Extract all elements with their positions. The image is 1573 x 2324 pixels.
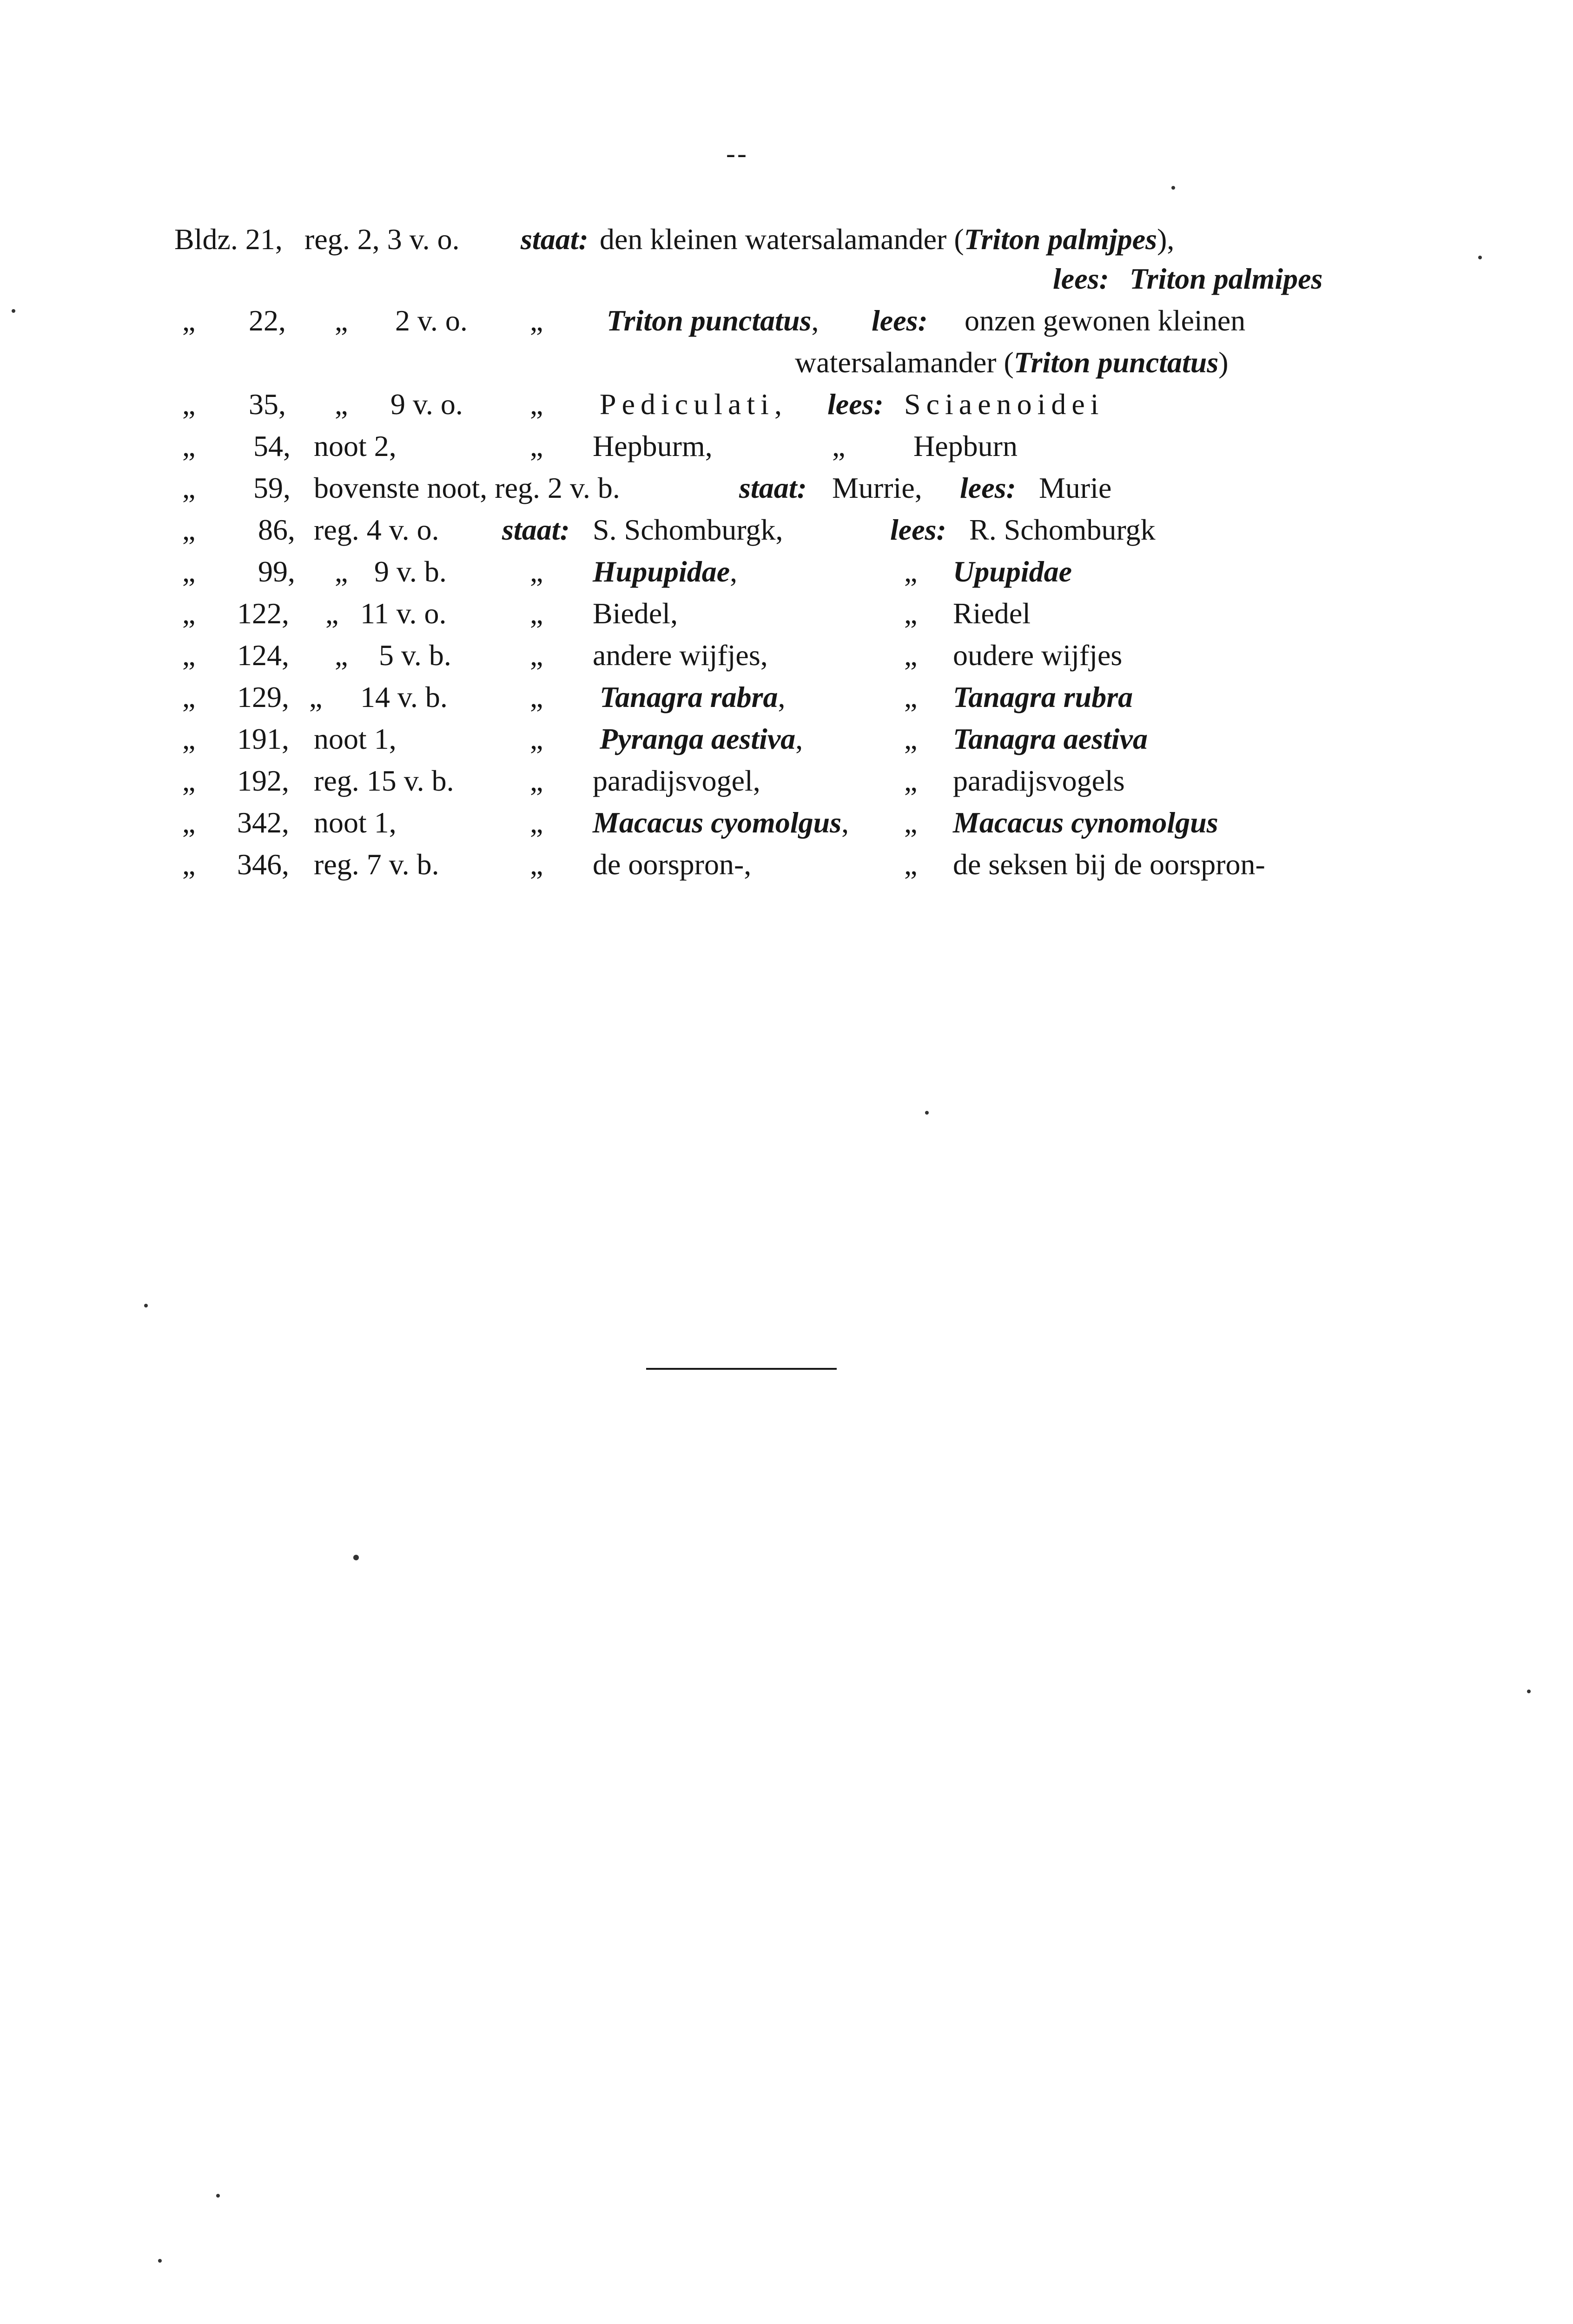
erroneous-text [600, 718, 803, 760]
ditto-mark: „ [904, 722, 918, 755]
page-ref: Bldz. 21, [174, 223, 283, 256]
ditto-mark: „ [530, 429, 543, 462]
ditto-mark: „ [182, 388, 196, 421]
ditto-mark: „ [904, 639, 918, 672]
line-ref: 9 v. b. [374, 555, 447, 588]
ditto-mark: „ [182, 806, 196, 839]
errata-row [0, 844, 1573, 885]
corrected-text: de seksen bij de oorspron- [953, 848, 1265, 881]
corrected-text: paradijsvogels [953, 764, 1125, 797]
ditto-mark: „ [182, 513, 196, 546]
line-ref: noot 1, [314, 806, 397, 839]
page-ref: 35, [249, 388, 286, 421]
ditto-mark: „ [530, 388, 543, 421]
line-ref: 5 v. b. [379, 639, 451, 672]
corrected-text-italic: Triton punctatus [1013, 346, 1219, 379]
scan-speck [12, 309, 15, 313]
ditto-mark: „ [530, 848, 543, 881]
erroneous-text [593, 551, 737, 593]
ditto-mark: „ [530, 680, 543, 713]
page-ref: 22, [249, 304, 286, 337]
ditto-mark: „ [335, 555, 348, 588]
scan-speck [158, 2259, 162, 2263]
ditto-mark: „ [530, 764, 543, 797]
lees-label: lees: [827, 388, 884, 421]
erroneous-text-italic: Pyranga aestiva [600, 722, 796, 755]
line-ref: noot 2, [314, 429, 397, 462]
line-ref: noot 1, [314, 722, 397, 755]
section-rule [646, 1368, 837, 1370]
erroneous-text: paradijsvogel, [593, 764, 760, 797]
page-ref: 54, [253, 429, 291, 462]
errata-row [0, 634, 1573, 676]
erroneous-text-italic: Triton punctatus [607, 304, 812, 337]
errata-row [0, 760, 1573, 802]
errata-row [0, 802, 1573, 844]
erroneous-text-tail: , [730, 555, 738, 588]
corrected-text: Sciaenoidei [904, 388, 1104, 421]
line-ref: 9 v. o. [390, 388, 463, 421]
erroneous-text-tail: , [841, 806, 849, 839]
ditto-mark: „ [309, 680, 323, 713]
errata-row [0, 718, 1573, 760]
staat-label: staat: [739, 471, 807, 504]
scan-speck [1478, 256, 1482, 259]
erroneous-text-tail: , [778, 680, 786, 713]
line-ref: bovenste noot, reg. 2 v. b. [314, 471, 620, 504]
ditto-mark: „ [325, 597, 339, 630]
ditto-mark: „ [182, 764, 196, 797]
lees-label: lees: [1053, 262, 1109, 295]
page-ref: 122, [237, 597, 289, 630]
ditto-mark: „ [904, 555, 918, 588]
ditto-mark: „ [530, 806, 543, 839]
page-ref: 192, [237, 764, 289, 797]
lees-label: lees: [960, 471, 1016, 504]
corrected-text: Triton palmipes [1130, 262, 1323, 295]
corrected-text-tail: ) [1218, 346, 1229, 379]
erroneous-text [607, 300, 819, 342]
erroneous-text-tail: , [795, 722, 803, 755]
errata-row-continuation [0, 258, 1573, 300]
erroneous-text: S. Schomburgk, [593, 513, 783, 546]
corrected-text [795, 342, 1229, 383]
scan-speck [216, 2194, 220, 2198]
errata-row [0, 509, 1573, 551]
ditto-mark: „ [904, 764, 918, 797]
ditto-mark: „ [530, 304, 543, 337]
erroneous-text [600, 676, 786, 718]
corrected-text: Tanagra aestiva [953, 722, 1148, 755]
ditto-mark: „ [832, 429, 846, 462]
lees-label: lees: [872, 304, 928, 337]
page-ref: 59, [253, 471, 291, 504]
ditto-mark: „ [904, 680, 918, 713]
ditto-mark: „ [904, 848, 918, 881]
errata-row [0, 593, 1573, 634]
page-ref: 342, [237, 806, 289, 839]
line-ref: reg. 2, 3 v. o. [304, 223, 460, 256]
page-ref: 124, [237, 639, 289, 672]
erroneous-text: andere wijfjes, [593, 639, 768, 672]
ditto-mark: „ [182, 722, 196, 755]
ditto-mark: „ [904, 597, 918, 630]
corrected-text: Riedel [953, 597, 1031, 630]
errata-row [0, 300, 1573, 342]
erroneous-text: Pediculati, [600, 388, 787, 421]
errata-row [0, 383, 1573, 425]
erroneous-text: de oorspron-, [593, 848, 752, 881]
erroneous-text-italic: Triton palmjpes [964, 223, 1157, 256]
corrected-text: Macacus cynomolgus [953, 806, 1218, 839]
line-ref: 14 v. b. [360, 680, 448, 713]
line-ref: 11 v. o. [360, 597, 447, 630]
errata-row [0, 676, 1573, 718]
errata-row [0, 425, 1573, 467]
ditto-mark: „ [182, 848, 196, 881]
scan-speck [353, 1555, 359, 1560]
ditto-mark: „ [530, 722, 543, 755]
erroneous-text: Hepburm, [593, 429, 713, 462]
erroneous-text-tail: ), [1157, 223, 1175, 256]
errata-row [0, 551, 1573, 593]
ditto-mark: „ [530, 597, 543, 630]
ditto-mark: „ [182, 680, 196, 713]
erroneous-text [593, 802, 849, 844]
errata-row [0, 467, 1573, 509]
corrected-text: oudere wijfjes [953, 639, 1123, 672]
ditto-mark: „ [182, 555, 196, 588]
line-ref: reg. 7 v. b. [314, 848, 439, 881]
page-ref: 346, [237, 848, 289, 881]
corrected-text: R. Schomburgk [969, 513, 1156, 546]
scan-speck [144, 1304, 148, 1307]
ditto-mark: „ [182, 597, 196, 630]
erroneous-text: Biedel, [593, 597, 678, 630]
ditto-mark: „ [182, 639, 196, 672]
corrected-text: Tanagra rubra [953, 680, 1133, 713]
line-ref: reg. 15 v. b. [314, 764, 454, 797]
erroneous-text: Murrie, [832, 471, 922, 504]
corrected-text: Hepburn [913, 429, 1018, 462]
ditto-mark: „ [182, 304, 196, 337]
ditto-mark: „ [530, 555, 543, 588]
erroneous-text-italic: Macacus cyomolgus [593, 806, 842, 839]
scan-speck [925, 1111, 929, 1115]
page-ref: 191, [237, 722, 289, 755]
erroneous-text-tail: , [811, 304, 819, 337]
ditto-mark: „ [904, 806, 918, 839]
scan-speck [1171, 186, 1175, 190]
ditto-mark: „ [335, 304, 348, 337]
erroneous-text [600, 218, 1174, 260]
corrected-text: Upupidae [953, 555, 1072, 588]
line-ref: reg. 4 v. o. [314, 513, 439, 546]
ditto-mark: „ [335, 388, 348, 421]
lees-label: lees: [890, 513, 946, 546]
scan-speck [1527, 1690, 1531, 1693]
erroneous-text-italic: Tanagra rabra [600, 680, 778, 713]
staat-label: staat: [502, 513, 570, 546]
erroneous-text-italic: Hupupidae [593, 555, 730, 588]
line-ref: 2 v. o. [395, 304, 468, 337]
ditto-mark: „ [182, 429, 196, 462]
page-ref: 99, [258, 555, 295, 588]
ditto-mark: „ [530, 639, 543, 672]
errata-row-continuation [0, 342, 1573, 383]
staat-label: staat: [521, 223, 588, 256]
corrected-text: Murie [1039, 471, 1112, 504]
corrected-text: onzen gewonen kleinen [965, 304, 1246, 337]
ditto-mark: „ [335, 639, 348, 672]
page-ref: 86, [258, 513, 295, 546]
top-dash-mark: -- [726, 138, 748, 169]
corrected-text-plain: watersalamander ( [795, 346, 1014, 379]
erroneous-text-plain: den kleinen watersalamander ( [600, 223, 964, 256]
errata-row [0, 218, 1573, 260]
ditto-mark: „ [182, 471, 196, 504]
page-ref: 129, [237, 680, 289, 713]
